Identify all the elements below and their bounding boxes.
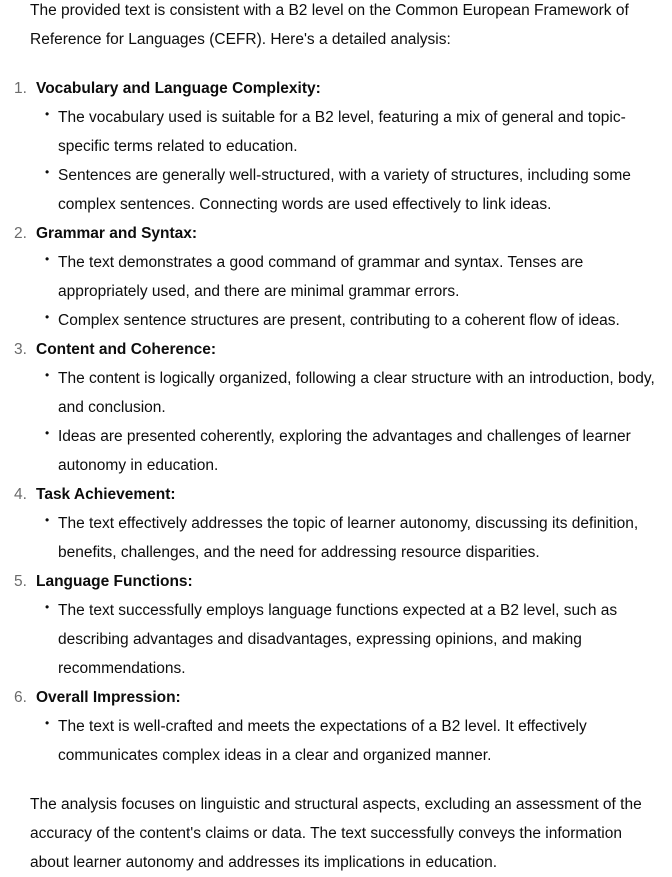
bullet-text: The text successfully employs language functions expected at a B2 level, such as describing advantages and disadvantages, expressing opinions, and making recommendations. [58,602,618,677]
item-title: Language Functions: [36,573,193,590]
bullet-item [45,103,664,161]
bullet-list [36,248,664,335]
bullet-dot-icon: • [45,310,50,324]
item-number: 4. [14,486,27,503]
bullet-dot-icon: • [45,600,50,614]
bullet-list [36,103,664,219]
bullet-item [45,509,664,567]
analysis-list [14,74,664,770]
bullet-text: The text demonstrates a good command of grammar and syntax. Tenses are appropriately used, and there are minimal grammar errors. [58,254,584,300]
bullet-item [45,364,664,422]
item-number: 1. [14,80,27,97]
list-item [14,567,664,683]
bullet-dot-icon: • [45,426,50,440]
bullet-item [45,422,664,480]
item-number: 3. [14,341,27,358]
item-number: 2. [14,225,27,242]
bullet-list [36,596,664,683]
bullet-text: The content is logically organized, following a clear structure with an introduction, body, and conclusion. [58,370,655,416]
intro-paragraph: The provided text is consistent with a B2 level on the Common European Framework of Reference for Languages (CEFR). Here's a detailed analysis: [30,2,629,48]
list-item [14,335,664,480]
bullet-text: Complex sentence structures are present, contributing to a coherent flow of ideas. [58,312,620,329]
bullet-text: The text is well-crafted and meets the expectations of a B2 level. It effectively communicates complex ideas in a clear and organized manner. [58,718,587,764]
bullet-text: The text effectively addresses the topic of learner autonomy, discussing its definition, benefits, challenges, and the need for addressing resource disparities. [58,515,639,561]
item-number: 5. [14,573,27,590]
item-title: Vocabulary and Language Complexity: [36,80,321,97]
bullet-dot-icon: • [45,716,50,730]
item-title: Grammar and Syntax: [36,225,198,242]
bullet-dot-icon: • [45,368,50,382]
bullet-item [45,161,664,219]
item-title: Task Achievement: [36,486,176,503]
bullet-list [36,364,664,480]
bullet-text: Ideas are presented coherently, exploring the advantages and challenges of learner autonomy in education. [58,428,631,474]
bullet-list [36,712,664,770]
outro-paragraph: The analysis focuses on linguistic and structural aspects, excluding an assessment of the accuracy of the content's claims or data. The text successfully conveys the information about learner autonomy and addresses its implications in education. [30,796,642,871]
bullet-dot-icon: • [45,513,50,527]
bullet-list [36,509,664,567]
bullet-text: Sentences are generally well-structured, with a variety of structures, including some complex sentences. Connecting words are used effectively to link ideas. [58,167,631,213]
list-item [14,219,664,335]
item-number: 6. [14,689,27,706]
bullet-dot-icon: • [45,165,50,179]
bullet-item [45,248,664,306]
bullet-text: The vocabulary used is suitable for a B2 level, featuring a mix of general and topic-specific terms related to education. [58,109,626,155]
item-title: Content and Coherence: [36,341,216,358]
bullet-item [45,596,664,683]
bullet-dot-icon: • [45,252,50,266]
bullet-item [45,306,664,335]
list-item [14,74,664,219]
bullet-dot-icon: • [45,107,50,121]
bullet-item [45,712,664,770]
list-item [14,683,664,770]
list-item [14,480,664,567]
item-title: Overall Impression: [36,689,181,706]
